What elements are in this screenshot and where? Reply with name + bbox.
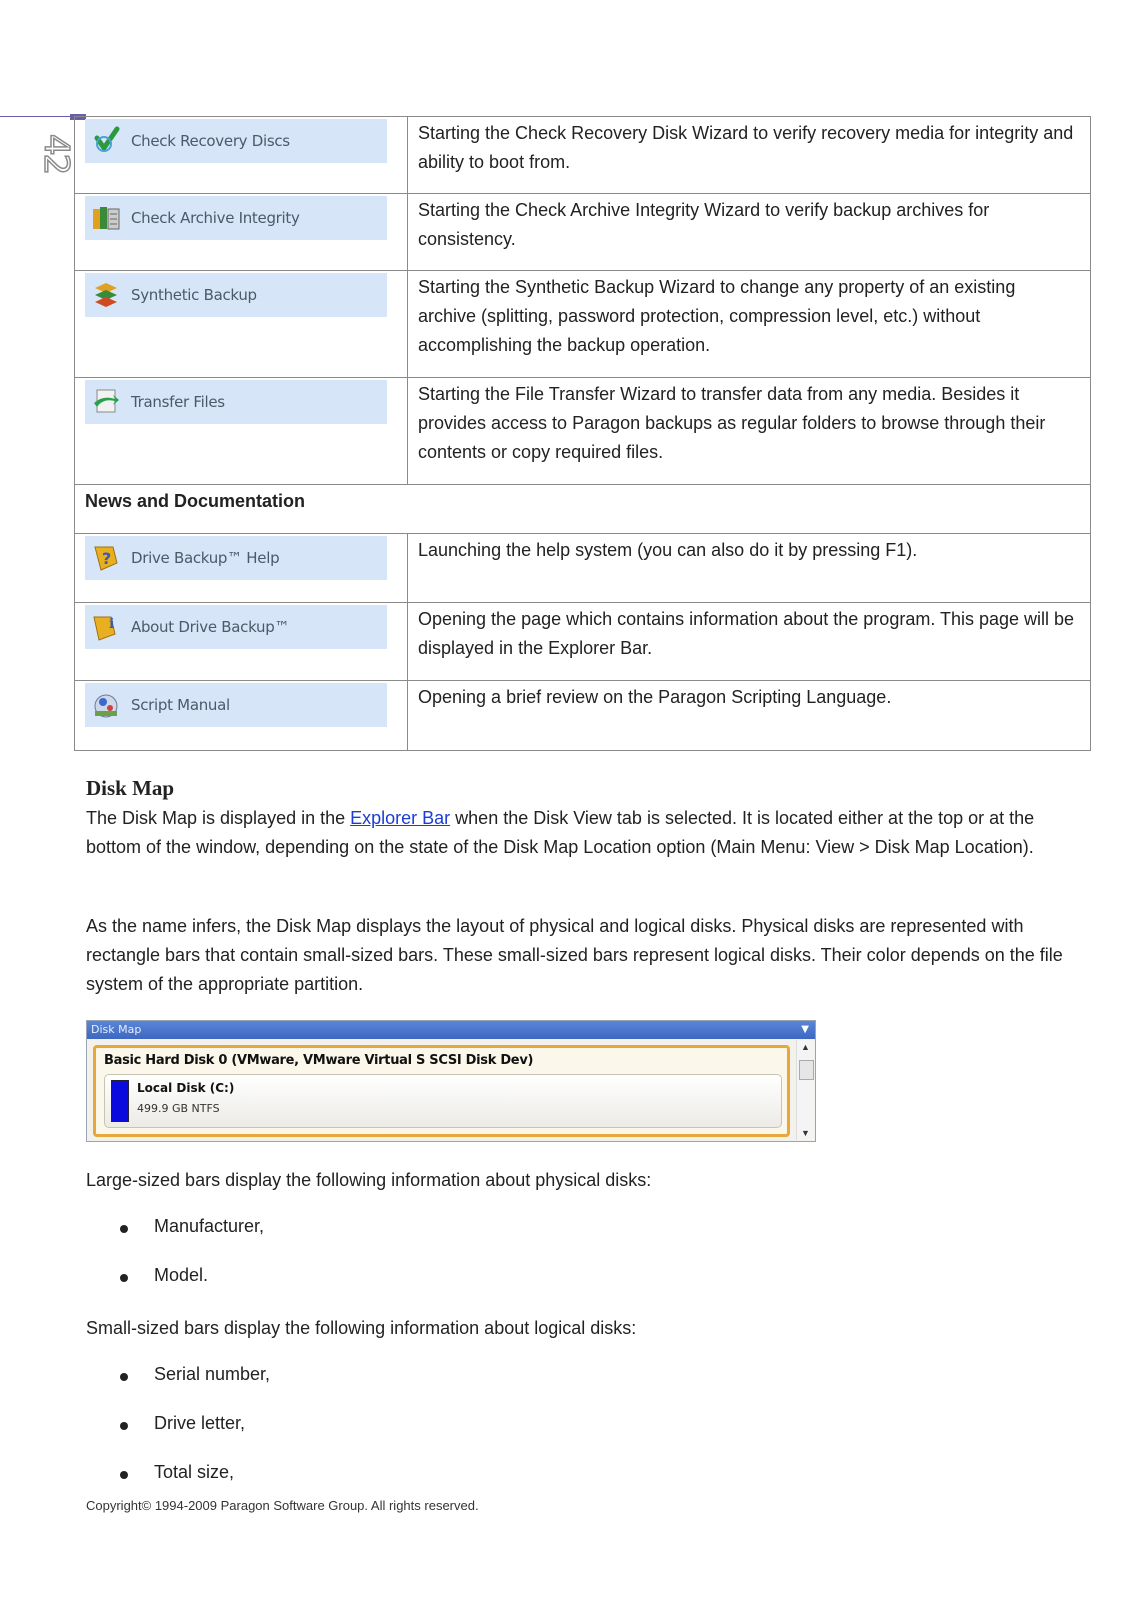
- list-item-text: Drive letter,: [154, 1413, 246, 1433]
- copyright-footer: Copyright© 1994-2009 Paragon Software Group. All rights reserved.: [86, 1498, 479, 1513]
- disk-map-scrollbar: [796, 1040, 814, 1140]
- disk-map-titlebar: [87, 1021, 815, 1039]
- script-manual-icon: [91, 690, 121, 720]
- list-item-text: Serial number,: [154, 1364, 271, 1384]
- page-number: 42: [36, 134, 76, 174]
- table-row: [75, 603, 1091, 681]
- scroll-down-icon: ▼: [801, 1128, 810, 1138]
- bullet: [120, 1274, 128, 1282]
- table-row: [75, 194, 1091, 271]
- row-description: Starting the Check Archive Integrity Wizard to verify backup archives for consistency.: [408, 194, 1091, 271]
- table-row: [75, 681, 1091, 751]
- paragraph-disk-map-intro: [86, 804, 1086, 862]
- check-recovery-icon: [91, 126, 121, 156]
- list-item-text: Manufacturer,: [154, 1216, 265, 1236]
- partition-name: Local Disk (C:): [137, 1081, 235, 1095]
- check-recovery-discs-button[interactable]: [85, 119, 387, 163]
- text-span: when the Disk View tab is selected. It is located either at the top or at the bottom of the window, depending on the state of the Disk Map Location option (Main Menu: View > Disk Map Location).: [86, 808, 1035, 857]
- svg-text:i: i: [109, 616, 115, 632]
- synthetic-backup-button[interactable]: [85, 273, 387, 317]
- transfer-files-icon: [91, 387, 121, 417]
- table-row: [75, 378, 1091, 485]
- physical-disk-title: Basic Hard Disk 0 (VMware, VMware Virtual S SCSI Disk Dev): [104, 1053, 534, 1068]
- disk-map-screenshot: [86, 1020, 816, 1142]
- synthetic-backup-icon: [91, 280, 121, 310]
- bullet: [120, 1422, 128, 1430]
- table-row: [75, 117, 1091, 194]
- bullet: [120, 1471, 128, 1479]
- about-icon: [91, 612, 121, 642]
- partition-info: 499.9 GB NTFS: [137, 1102, 220, 1115]
- section-header: News and Documentation: [75, 485, 1091, 534]
- drive-backup-help-button[interactable]: [85, 536, 387, 580]
- row-label: Check Archive Integrity: [131, 208, 300, 227]
- archive-integrity-icon: [91, 203, 121, 233]
- row-description: Starting the Check Recovery Disk Wizard to verify recovery media for integrity and ability to boot from.: [408, 117, 1091, 194]
- about-drive-backup-button[interactable]: [85, 605, 387, 649]
- row-label: About Drive Backup™: [131, 617, 290, 636]
- paragraph-logical-info: Small-sized bars display the following information about logical disks:: [86, 1318, 637, 1338]
- row-description: Starting the File Transfer Wizard to transfer data from any media. Besides it provides access to Paragon backups as regular folders to browse through their contents or copy required files.: [408, 378, 1091, 485]
- paragraph-physical-info: Large-sized bars display the following information about physical disks:: [86, 1170, 652, 1190]
- bullet: [120, 1373, 128, 1381]
- bullet: [120, 1225, 128, 1233]
- paragraph-disk-map-layout: As the name infers, the Disk Map displays the layout of physical and logical disks. Physical disks are represented with rectangle bars that contain small-sized bars. These small-sized bars represent logical disks. Their color depends on the file system of the appropriate partition.: [86, 916, 1063, 994]
- table-row: [75, 534, 1091, 603]
- row-description: Starting the Synthetic Backup Wizard to change any property of an existing archive (splitting, password protection, compression level, etc.) without accomplishing the backup operation.: [408, 271, 1091, 378]
- disk-map-title: Disk Map: [91, 1023, 142, 1036]
- row-label: Script Manual: [131, 695, 230, 714]
- logical-disk-bar: [104, 1074, 782, 1128]
- section-heading: Disk Map: [86, 776, 175, 800]
- row-description: Launching the help system (you can also do it by pressing F1).: [408, 534, 1091, 603]
- svg-text:?: ?: [102, 549, 111, 568]
- partition-color-swatch: [111, 1080, 129, 1122]
- help-icon: [91, 543, 121, 573]
- features-table: [74, 116, 1091, 751]
- scroll-thumb: [799, 1060, 814, 1080]
- chevron-down-icon: ▼: [801, 1024, 809, 1035]
- row-label: Drive Backup™ Help: [131, 548, 280, 567]
- row-description: Opening a brief review on the Paragon Scripting Language.: [408, 681, 1091, 751]
- row-label: Check Recovery Discs: [131, 131, 290, 150]
- table-row: [75, 271, 1091, 378]
- table-section-row: [75, 485, 1091, 534]
- scroll-up-icon: ▲: [801, 1042, 810, 1052]
- row-description: Opening the page which contains information about the program. This page will be displayed in the Explorer Bar.: [408, 603, 1091, 681]
- explorer-bar-link[interactable]: Explorer Bar: [350, 808, 451, 828]
- text-span: The Disk Map is displayed in the: [86, 808, 351, 828]
- list-item-text: Total size,: [154, 1462, 235, 1482]
- check-archive-integrity-button[interactable]: [85, 196, 387, 240]
- physical-disk-bar: [93, 1045, 790, 1137]
- list-item-text: Model.: [154, 1265, 209, 1285]
- row-label: Transfer Files: [131, 392, 225, 411]
- transfer-files-button[interactable]: [85, 380, 387, 424]
- row-label: Synthetic Backup: [131, 285, 257, 304]
- script-manual-button[interactable]: [85, 683, 387, 727]
